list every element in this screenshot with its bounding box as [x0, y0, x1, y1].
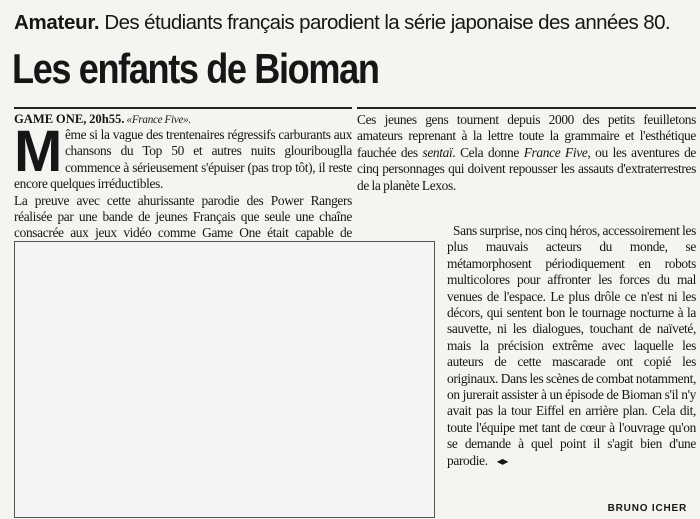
sentai-term: sentaï — [422, 144, 453, 160]
paragraph-3-part-c: , ou les aventures de cinq personnages qui doivent repousser les assauts d'extraterrestres de la planète Lexos. — [357, 144, 697, 193]
drop-cap: M — [14, 119, 62, 184]
byline: BRUNO ICHER — [607, 503, 687, 514]
paragraph-3-part-b: . Cela donne — [452, 144, 524, 160]
tv-listing — [14, 112, 352, 127]
kicker-text: Des étudiants français parodient la série japonaise des années 80. — [99, 11, 670, 34]
kicker — [14, 10, 694, 36]
tv-show-title: «France Five». — [124, 114, 191, 126]
column-rule — [14, 107, 352, 109]
paragraph-4 — [447, 223, 696, 469]
paragraph-4-text: Sans surprise, nos cinq héros, accessoirement les plus mauvais acteurs du monde, se métamorphosent périodiquement en robots multicolores pour affronter les forces du mal venues de l'espace. Le plus drôle ce n'est ni les décors, qui sentent bon le tournage nocturne à la sauvette, ni les dialogues, touchant de naïveté, mais la précision extrême avec laquelle les auteurs de cette mascarade ont copié les originaux. Dans les scènes de combat notamment, on jurerait assister à un épisode de Bioman s'il n'y avait pas la tour Eiffel en arrière plan. Cela dit, toute l'équipe met tant de cœur à l'ouvrage qu'on se demande à quel point il s'agit bien d'une parodie. — [447, 223, 696, 468]
end-mark-icon: ◂▸ — [496, 453, 509, 468]
show-title: France Five — [523, 144, 588, 160]
paragraph-2: La preuve avec cette ahurissante parodie des Power Rangers réalisée par une bande de jeunes Français que seule une chaîne consacrée aux jeux vidéo comme Game One était capable de — [14, 192, 352, 241]
paragraph-1-text: ême si la vague des trentenaires régressifs carburants aux chansons du Top 50 et autres nuits glouribouglla commence à sérieusement s'épuiser (pas trop tôt), il reste encore quelques irréductibles. — [14, 127, 352, 192]
photo-placeholder — [14, 241, 435, 518]
kicker-label: Amateur. — [14, 11, 100, 34]
column-rule — [357, 107, 696, 109]
paragraph-3 — [357, 112, 696, 194]
headline: Les enfants de Bioman — [12, 45, 379, 92]
article-column-2 — [357, 107, 696, 194]
article-column-3 — [447, 223, 696, 469]
article-column-1 — [14, 107, 352, 258]
tv-channel-time: GAME ONE, 20h55. — [14, 112, 125, 126]
paragraph-3-part-a: Ces jeunes gens tournent depuis 2000 des petits feuilletons amateurs reprenant à la lettre toute la grammaire et l'esthétique fauchée des — [357, 112, 696, 160]
